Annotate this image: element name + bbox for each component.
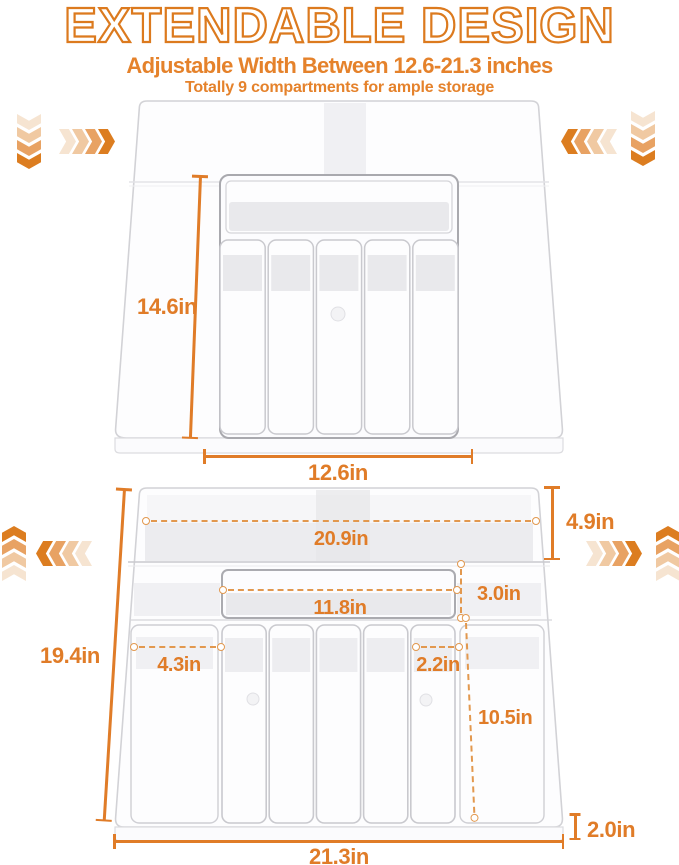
- dim-line-top-width: [151, 520, 531, 522]
- chevrons-right-icon: [586, 541, 642, 566]
- dim-line-left-width: [139, 646, 216, 648]
- inner-cutlery-tray: [220, 175, 458, 438]
- dim-label-width-extended: 21.3in: [309, 844, 369, 865]
- dim-label-height: 2.0in: [587, 817, 636, 842]
- chevrons-down-icon: [631, 111, 655, 166]
- chevrons-down-icon: [17, 114, 41, 169]
- dim-line-top-depth: [551, 487, 554, 559]
- dim-label-slot-length: 10.5in: [478, 707, 533, 729]
- chevrons-up-icon: [656, 526, 679, 581]
- dim-line-width-collapsed: [204, 455, 472, 458]
- dim-line-right-width: [421, 646, 454, 648]
- chevrons-left-icon: [36, 541, 92, 566]
- dim-label-depth-collapsed: 14.6in: [137, 294, 197, 319]
- dim-label-right-width: 2.2in: [416, 654, 460, 676]
- dim-line-width-extended: [114, 840, 563, 843]
- dim-label-top-depth: 4.9in: [566, 509, 615, 534]
- dim-line-height: [574, 814, 577, 839]
- page-tagline: Totally 9 compartments for ample storage: [184, 79, 495, 96]
- dim-label-top-width: 20.9in: [313, 528, 369, 550]
- dim-label-left-width: 4.3in: [157, 654, 201, 676]
- dim-line-inner-width: [228, 589, 452, 591]
- dim-label-depth-extended: 19.4in: [40, 643, 100, 668]
- dim-label-inner-depth: 3.0in: [477, 583, 521, 605]
- page-title: EXTENDABLE DESIGN: [64, 0, 615, 53]
- dim-label-inner-width: 11.8in: [313, 597, 367, 619]
- collapsed-organizer-illustration: [105, 98, 570, 458]
- dim-label-width-collapsed: 12.6in: [308, 460, 368, 485]
- page-subtitle: Adjustable Width Between 12.6-21.3 inches: [126, 53, 553, 78]
- cutlery-slots: [220, 240, 458, 434]
- chevrons-up-icon: [2, 526, 26, 581]
